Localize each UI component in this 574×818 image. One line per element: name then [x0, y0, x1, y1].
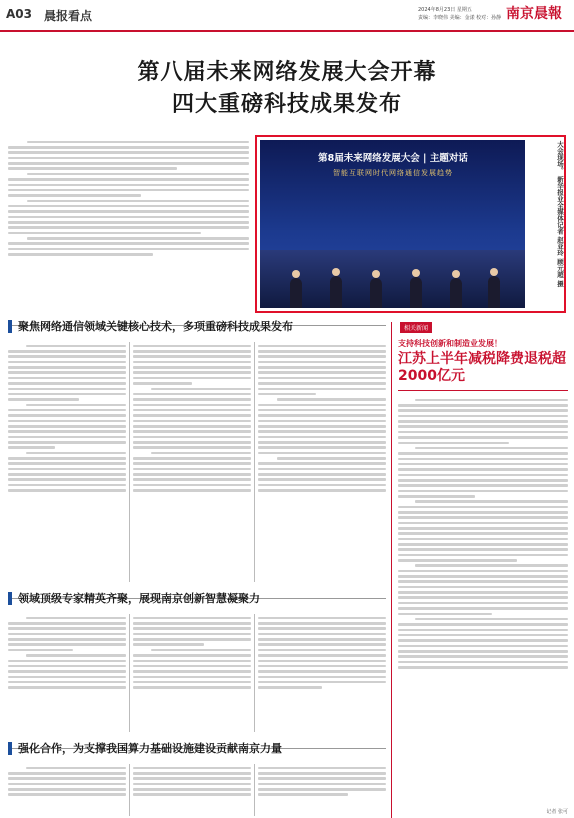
lead-paragraph	[8, 138, 249, 318]
section1-column-1	[8, 342, 126, 582]
page-header	[0, 0, 574, 32]
sidebar-kicker: 支持科技创新和制造业发展！	[398, 339, 502, 348]
section1-column-2	[133, 342, 251, 582]
sidebar-title-rule	[398, 390, 568, 391]
editors-line: 责编：李晓伟 美编：金漾 校对：孙静	[418, 15, 502, 21]
panelist-figure	[330, 276, 342, 308]
column-rule	[129, 764, 130, 816]
photo-banner-subtitle: 智能互联网时代网络通信发展趋势	[333, 169, 453, 177]
panelist-figure	[488, 276, 500, 308]
section3-column-1	[8, 764, 126, 816]
section-title-1: 聚焦网络通信领域关键核心技术，多项重磅科技成果发布	[18, 320, 293, 333]
section2-column-1	[8, 614, 126, 732]
section-marker	[8, 742, 12, 755]
issue-date: 2024年8月23日 星期五	[418, 7, 472, 13]
panelist-figure	[450, 278, 462, 308]
sidebar-byline: 记者 张可	[546, 809, 568, 815]
related-news-tag: 相关新闻	[400, 322, 432, 333]
section-name: 晨报看点	[44, 9, 93, 23]
section3-column-2	[133, 764, 251, 816]
headline-line-1: 第八届未来网络发展大会开幕	[137, 60, 437, 85]
conference-photo	[260, 140, 525, 308]
newspaper-logo: 南京晨報	[506, 6, 562, 22]
section-marker	[8, 592, 12, 605]
panelist-figure	[290, 278, 302, 308]
section-marker	[8, 320, 12, 333]
sidebar-title: 江苏上半年减税降费退税超2000亿元	[398, 351, 566, 384]
photo-caption: 大会现场。 新华报业全媒体记者 赵亚玲 顾元超 摄	[556, 141, 564, 287]
headline-line-2: 四大重磅科技成果发布	[171, 92, 402, 117]
column-rule	[129, 342, 130, 582]
sidebar-body	[398, 396, 568, 804]
panelist-figure	[410, 277, 422, 308]
section-heading-1	[8, 318, 293, 334]
photo-banner-title: 第8届未来网络发展大会 | 主题对话	[318, 153, 468, 164]
panelist-figure	[370, 278, 382, 308]
section1-column-3	[258, 342, 386, 582]
column-rule	[254, 342, 255, 582]
stage-area	[260, 250, 525, 308]
section2-column-2	[133, 614, 251, 732]
section-title-3: 强化合作，为支撑我国算力基础设施建设贡献南京力量	[18, 742, 282, 755]
news-photo-frame	[255, 135, 566, 313]
column-rule	[129, 614, 130, 732]
section-heading-3	[8, 740, 282, 756]
column-rule	[254, 614, 255, 732]
page-number: A03	[6, 7, 32, 21]
section-heading-2	[8, 590, 260, 606]
column-rule	[254, 764, 255, 816]
section2-column-3	[258, 614, 386, 732]
section-title-2: 领域顶级专家精英齐聚，展现南京创新智慧凝聚力	[18, 592, 260, 605]
section3-column-3	[258, 764, 386, 816]
